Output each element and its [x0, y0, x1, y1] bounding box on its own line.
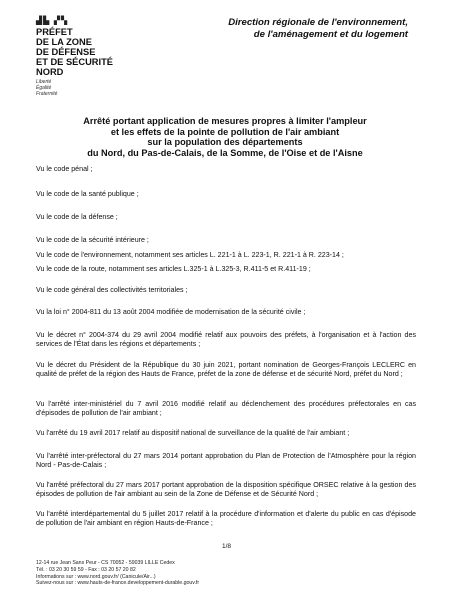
visa-item: Vu le code de la défense ; — [36, 213, 118, 221]
visa-item: Vu l'arrêté inter-ministériel du 7 avril 2016 modifié relatif au déclenchement des procédures préfectorales en cas d'épisodes de pollution de l'air ambiant ; — [36, 400, 416, 417]
visa-item: Vu le code de l'environnement, notamment ses articles L. 221-1 à L. 223-1, R. 221-1 à R. 223-14 ; — [36, 251, 344, 259]
visa-item: Vu le code de la route, notamment ses articles L.325-1 à L.325-3, R.411-5 et R.411-19 ; — [36, 265, 311, 273]
page-number: 1/8 — [222, 543, 232, 550]
visa-item: Vu l'arrêté interdépartemental du 5 juillet 2017 relatif à la procédure d'information et d'alerte du public en cas d'épisode de pollution de l'air ambiant en région Hauts-de-France ; — [36, 510, 416, 527]
footer-contact: 12-14 rue Jean Sans Peur - CS 70052 - 59039 LILLE Cedex Tél. : 03 20 30 59 59 - Fax : 03 20 57 20 82 Informations sur : www.nord.gouv.fr/ (Canicule/Air...) Suivez-nous sur : www.hauts-de-france.developpement-durable.gouv.fr — [36, 560, 200, 587]
visa-item: Vu le code pénal ; — [36, 165, 93, 173]
visa-item: Vu le code de la santé publique ; — [36, 190, 139, 198]
republic-motto: Liberté Égalité Fraternité — [36, 79, 58, 97]
prefecture-logo — [36, 16, 146, 97]
visa-item: Vu le décret n° 2004-374 du 29 avril 2004 modifié relatif aux pouvoirs des préfets, à l'organisation et à l'action des services de l'État dans les régions et départements ; — [36, 331, 416, 348]
decree-title: Arrêté portant application de mesures propres à limiter l'ampleur et les effets de la pointe de pollution de l'air ambiant sur la population des départements du Nord, du Pas-de-Calais, de la Somme, de l'Oise et de l'Aisne — [83, 116, 367, 158]
direction-title: Direction régionale de l'environnement, de l'aménagement et du logement — [228, 17, 408, 40]
visa-item: Vu l'arrêté inter-préfectoral du 27 mars 2014 portant approbation du Plan de Protection de l'Atmosphère pour la région Nord - Pas-de-Calais ; — [36, 452, 416, 469]
visa-item: Vu l'arrêté préfectoral du 27 mars 2017 portant approbation de la disposition spécifique ORSEC relative à la gestion des épisodes de pollution de l'air ambiant au sein de la Zone de Défense et de Sécurité Nord ; — [36, 481, 416, 498]
visa-item: Vu l'arrêté du 19 avril 2017 relatif au dispositif national de surveillance de la qualité de l'air ambiant ; — [36, 429, 350, 437]
marianne-logo-icon: ▟▙ ▞▚ — [36, 16, 69, 25]
visa-item: Vu le code de la sécurité intérieure ; — [36, 236, 149, 244]
visa-item: Vu le décret du Président de la République du 30 juin 2021, portant nomination de Georges-François LECLERC en qualité de préfet de la région des Hauts de France, préfet de la zone de défense et de sécurité Nord, préfet du Nord ; — [36, 361, 416, 378]
visa-item: Vu le code général des collectivités territoriales ; — [36, 286, 188, 294]
prefect-title: PRÉFET DE LA ZONE DE DÉFENSE ET DE SÉCURITÉ NORD — [36, 27, 113, 77]
visa-item: Vu la loi n° 2004-811 du 13 août 2004 modifiée de modernisation de la sécurité civile ; — [36, 308, 306, 316]
